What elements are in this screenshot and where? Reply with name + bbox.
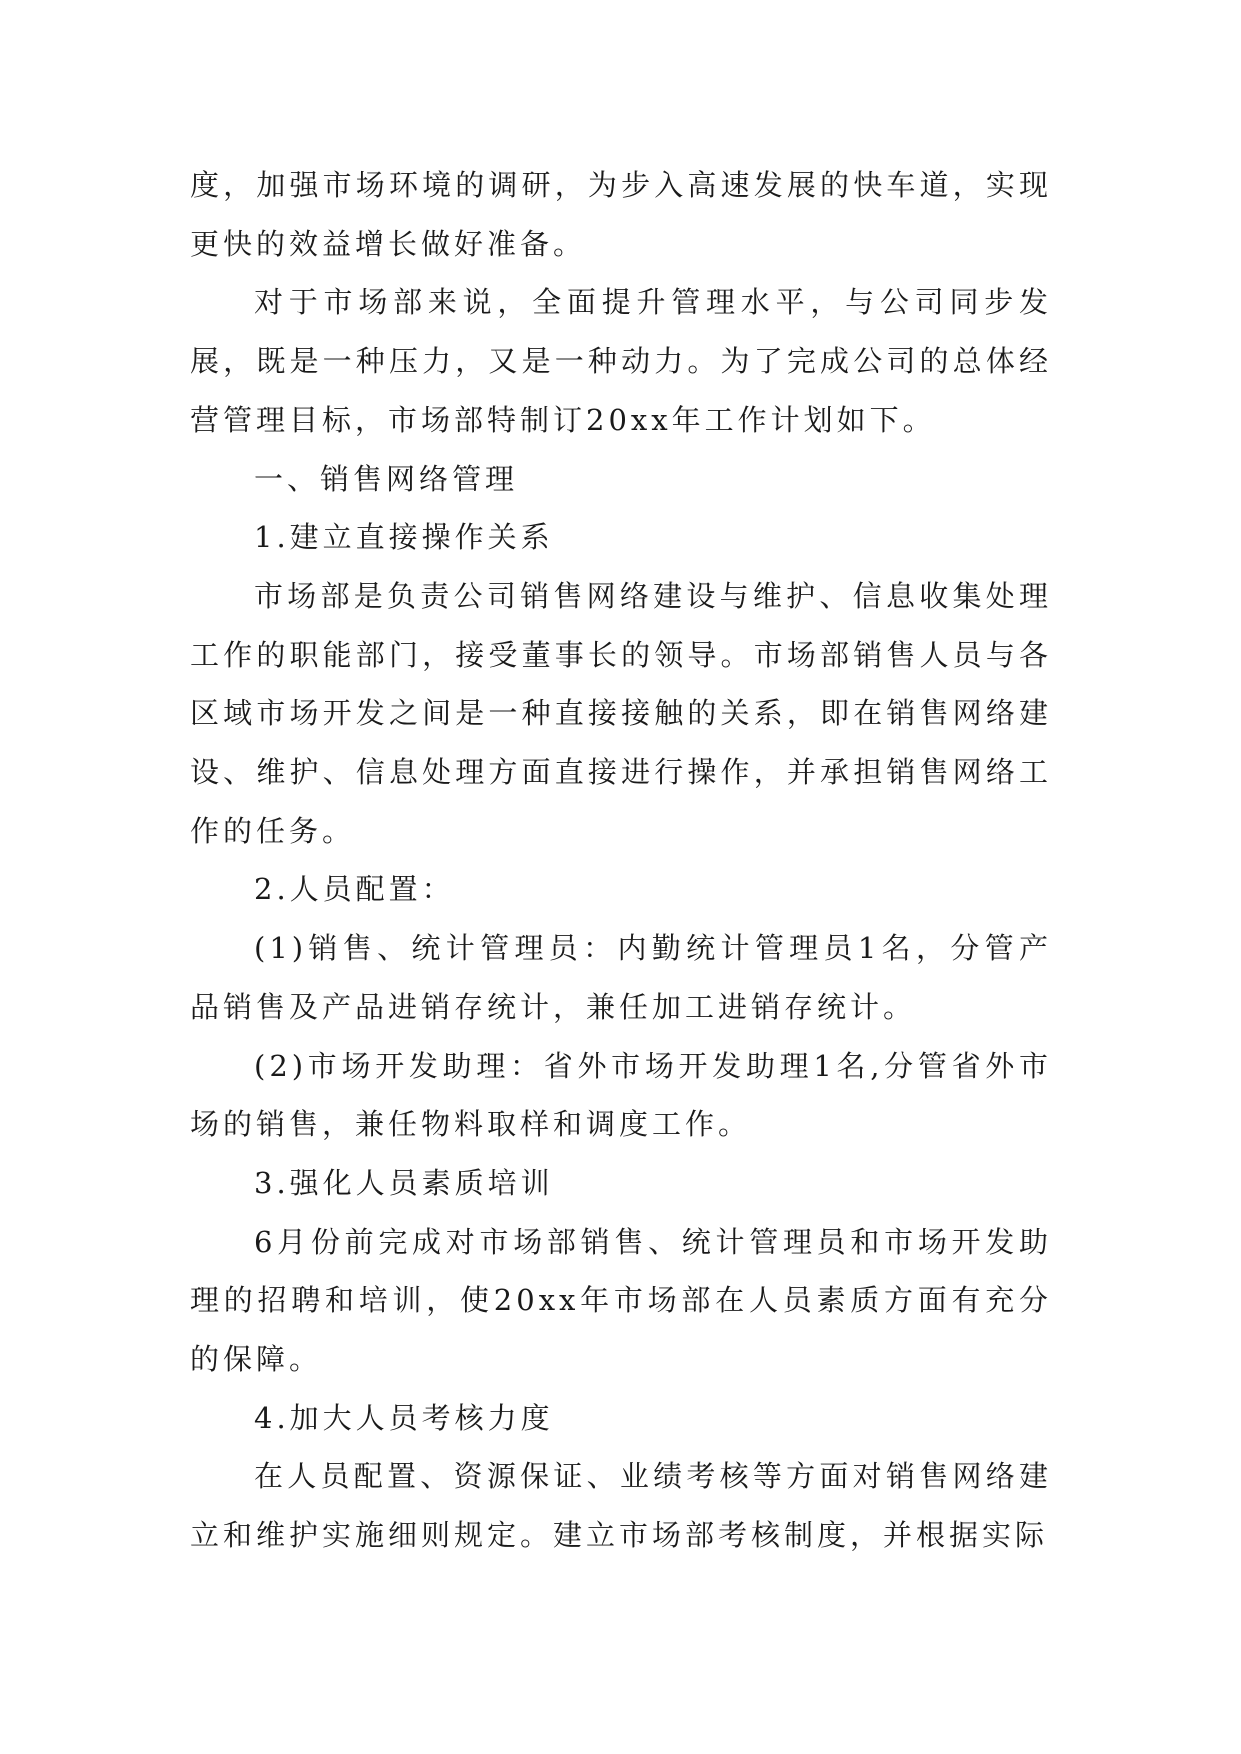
paragraph-3: 市场部是负责公司销售网络建设与维护、信息收集处理工作的职能部门，接受董事长的领导。市场部销售人员与各区域市场开发之间是一种直接接触的关系，即在销售网络建设、维护、信息处理方面直接进行操作，并承担销售网络工作的任务。 <box>190 578 1052 848</box>
subheading-staffing: 2.人员配置： <box>254 872 455 907</box>
subheading-assessment: 4.加大人员考核力度 <box>254 1400 554 1435</box>
section-heading-sales-network: 一、销售网络管理 <box>254 461 519 496</box>
paragraph-2: 对于市场部来说，全面提升管理水平，与公司同步发展，既是一种压力，又是一种动力。为了完成公司的总体经营管理目标，市场部特制订20xx年工作计划如下。 <box>190 285 1052 437</box>
subheading-training: 3.强化人员素质培训 <box>254 1165 554 1200</box>
paragraph-5: 在人员配置、资源保证、业绩考核等方面对销售网络建立和维护实施细则规定。建立市场部考核制度，并根据实际 <box>190 1459 1052 1553</box>
list-item-sales-statistics: (1)销售、统计管理员：内勤统计管理员1名，分管产品销售及产品进销存统计，兼任加工进销存统计。 <box>190 931 1052 1024</box>
subheading-direct-operation: 1.建立直接操作关系 <box>254 520 554 555</box>
paragraph-4: 6月份前完成对市场部销售、统计管理员和市场开发助理的招聘和培训，使20xx年市场部在人员素质方面有充分的保障。 <box>190 1224 1052 1377</box>
paragraph-1: 度，加强市场环境的调研，为步入高速发展的快车道，实现更快的效益增长做好准备。 <box>190 168 1052 261</box>
list-item-market-assistant: (2)市场开发助理：省外市场开发助理1名,分管省外市场的销售，兼任物料取样和调度工作。 <box>190 1048 1052 1142</box>
document-body <box>190 156 1052 1565</box>
